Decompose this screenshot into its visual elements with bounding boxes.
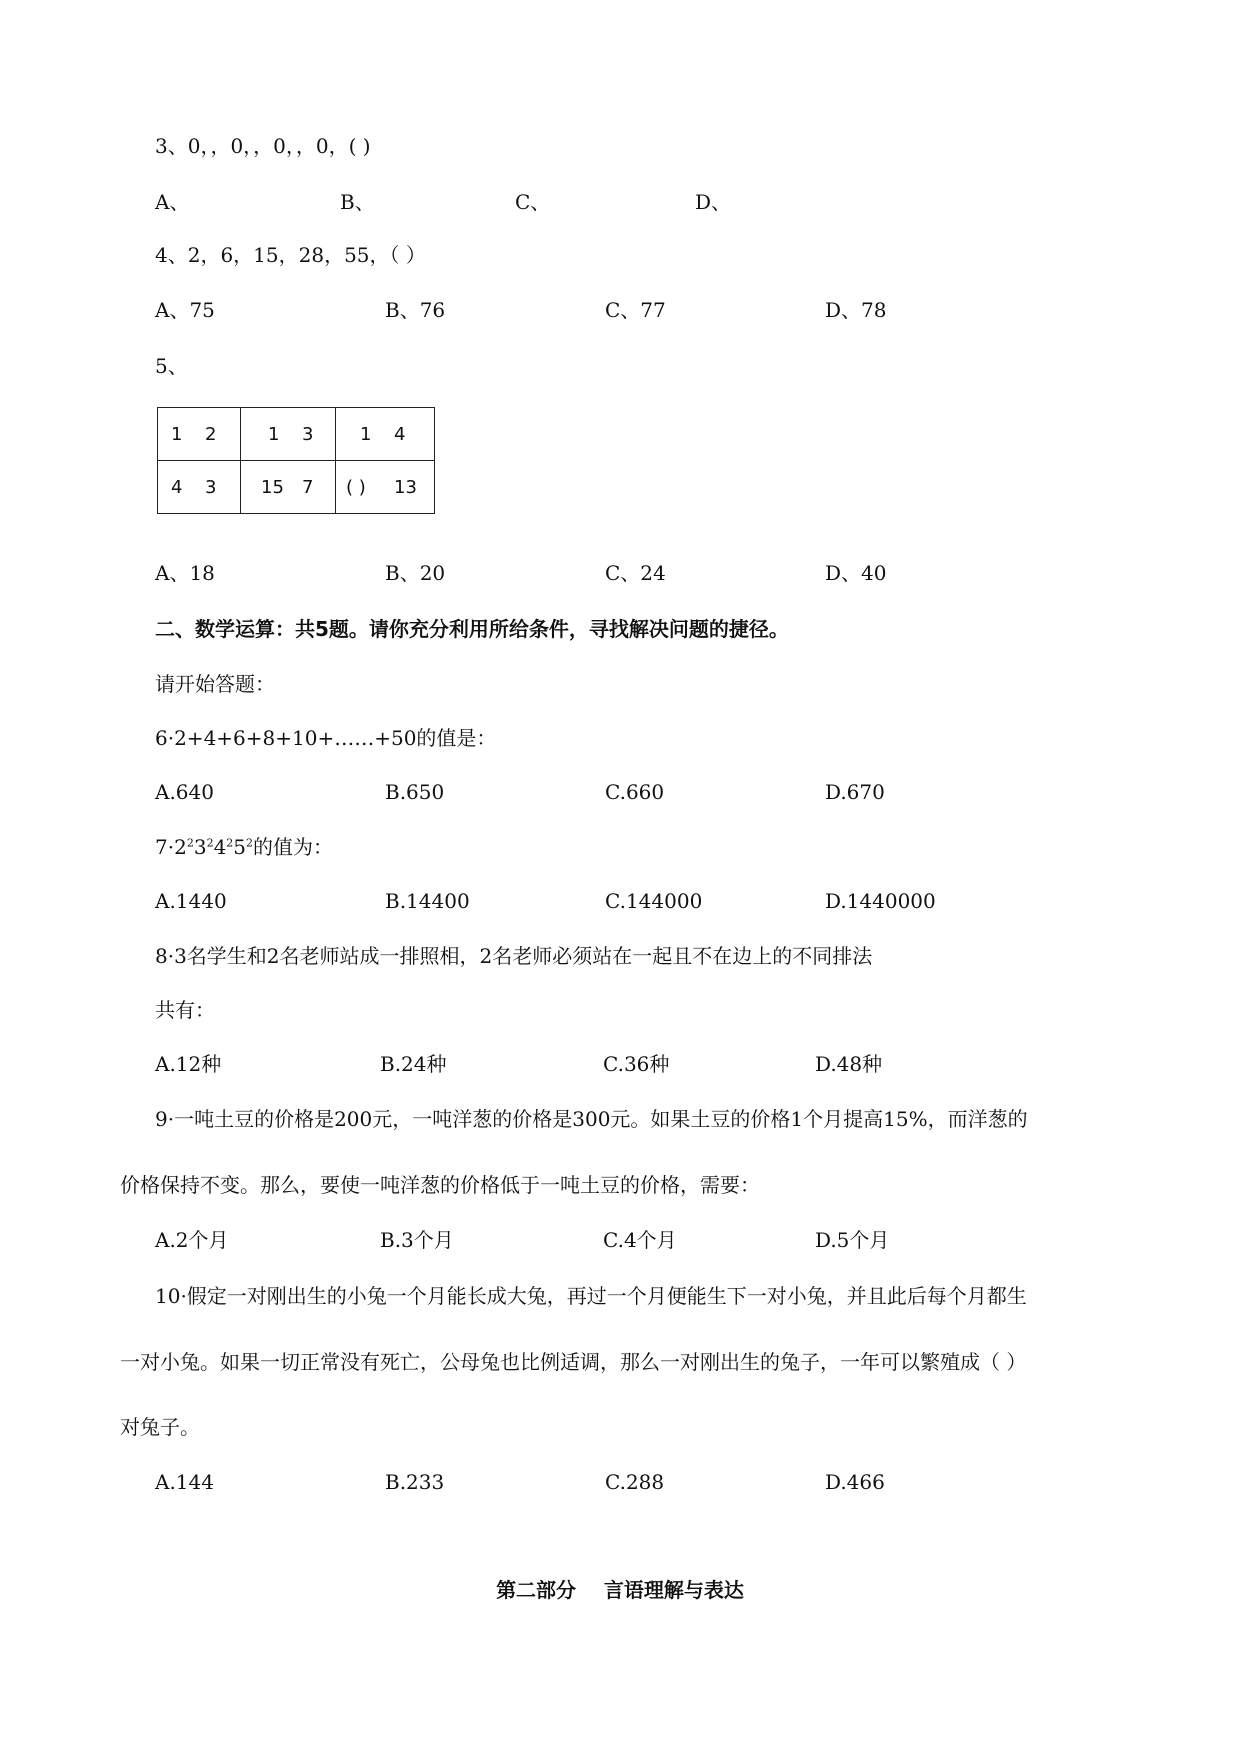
q8-option-d: D.48种 (815, 1052, 883, 1076)
q7-option-a: A.1440 (155, 889, 227, 913)
q8-option-b: B.24种 (380, 1052, 447, 1076)
q3-option-a: A、 (155, 190, 190, 214)
q7-term: 5 (233, 835, 247, 859)
grid-cell: 15 7 (241, 461, 336, 514)
q7-option-c: C.144000 (605, 889, 703, 913)
part2-title: 第二部分 言语理解与表达 (496, 1578, 744, 1602)
q7-option-d: D.1440000 (825, 889, 936, 913)
q7-term: 3 (193, 835, 207, 859)
q9-option-b: B.3个月 (380, 1228, 454, 1252)
q7-term: 2 (174, 835, 187, 859)
grid-cell: 1 3 (241, 408, 336, 461)
grid-cell: 1 2 (158, 408, 241, 461)
grid-cell: 4 3 (158, 461, 241, 514)
q8-option-c: C.36种 (603, 1052, 670, 1076)
q4-option-c: C、77 (605, 298, 666, 322)
q9-option-c: C.4个月 (603, 1228, 677, 1252)
q7-term: 4 (213, 835, 227, 859)
q5-stem: 5、 (155, 354, 188, 378)
q10-option-a: A.144 (155, 1470, 214, 1494)
q3-option-b: B、 (340, 190, 375, 214)
q7-stem: $7\cdot 2^23^24^25^2$的值为： (155, 835, 334, 859)
q6-option-c: C.660 (605, 780, 665, 804)
q8-stem-line2: 共有： (155, 998, 215, 1022)
grid-cell: ( ) 13 (336, 461, 435, 514)
q3-option-c: C、 (515, 190, 551, 214)
q6-option-d: D.670 (825, 780, 885, 804)
q4-option-b: B、76 (385, 298, 446, 322)
q5-option-d: D、40 (825, 561, 887, 585)
q5-option-b: B、20 (385, 561, 446, 585)
q3-stem: 3、0，，0，，0，，0，( ) (155, 134, 371, 158)
q4-stem: 4、2，6，15，28，55，（ ） (155, 243, 426, 267)
q4-option-a: A、75 (155, 298, 215, 322)
q9-option-d: D.5个月 (815, 1228, 890, 1252)
q7-option-b: B.14400 (385, 889, 470, 913)
q8-option-a: A.12种 (155, 1052, 222, 1076)
q6-option-a: A.640 (155, 780, 214, 804)
q5-number-grid (157, 407, 435, 514)
start-instruction: 请开始答题： (155, 672, 275, 696)
q5-option-c: C、24 (605, 561, 666, 585)
q9-stem-line2: 价格保持不变。那么，要使一吨洋葱的价格低于一吨土豆的价格，需要： (120, 1173, 760, 1197)
q9-stem-line1: 9·一吨土豆的价格是200元，一吨洋葱的价格是300元。如果土豆的价格1个月提高15%，而洋葱的 (155, 1107, 1028, 1131)
grid-row (158, 408, 435, 461)
q10-option-c: C.288 (605, 1470, 665, 1494)
section-heading: 二、数学运算：共5题。请你充分利用所给条件，寻找解决问题的捷径。 (155, 617, 789, 641)
q6-stem: 6·2+4+6+8+10+……+50的值是： (155, 726, 497, 750)
grid-cell: 1 4 (336, 408, 435, 461)
q10-option-d: D.466 (825, 1470, 885, 1494)
q5-option-a: A、18 (155, 561, 215, 585)
q9-option-a: A.2个月 (155, 1228, 229, 1252)
q4-option-d: D、78 (825, 298, 887, 322)
q3-option-d: D、 (695, 190, 732, 214)
q10-stem-line2: 一对小兔。如果一切正常没有死亡，公母兔也比例适调，那么一对刚出生的兔子，一年可以繁殖成（ ） (120, 1350, 1027, 1374)
q6-option-b: B.650 (385, 780, 445, 804)
q10-option-b: B.233 (385, 1470, 445, 1494)
q10-stem-line3: 对兔子。 (120, 1415, 200, 1439)
q10-stem-line1: 10·假定一对刚出生的小兔一个月能长成大兔，再过一个月便能生下一对小兔，并且此后每个月都生 (155, 1284, 1027, 1308)
grid-row (158, 461, 435, 514)
q8-stem-line1: 8·3名学生和2名老师站成一排照相，2名老师必须站在一起且不在边上的不同排法 (155, 944, 873, 968)
